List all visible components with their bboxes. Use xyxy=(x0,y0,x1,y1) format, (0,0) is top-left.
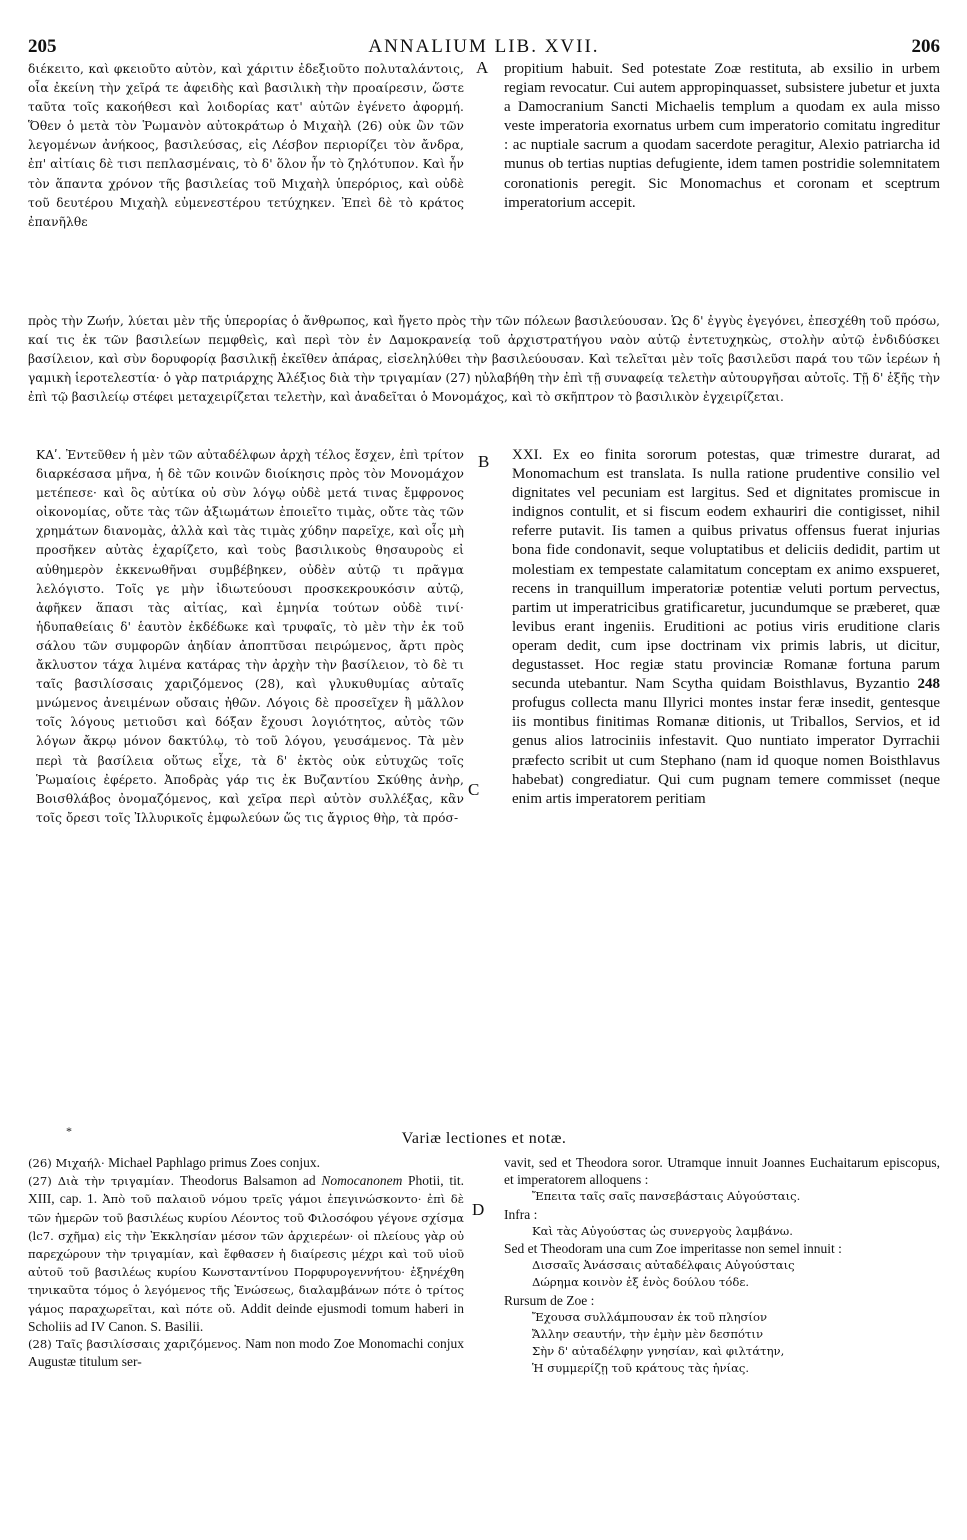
note-26-text: Michael Paphlago primus Zoes conjux. xyxy=(108,1155,320,1170)
greek-text-1: διέκειτο, καὶ φκειοῦτο αὐτὸν, καὶ χάριτιν ἐδεξιοῦτο πολυταλάντοις, οἷα ἐκείνη τὴν χεῖρά τε ἀφειδὴς καὶ βασιλικὴ τὴν προαίρεσιν, ὥστε ταῦτα τοῖς κακοήθεσι καὶ λοιδορίας κατ' αὐτῶν ἐγένετο ἀφορμή. Ὅθεν ὁ μετὰ τὸν Ῥωμανὸν αὐτοκράτωρ ὁ Μιχαὴλ (26) οὐκ ὢν τῶν λεγομένων ἀνήκοος, βασιλεύσας, εἰς Λέσβον περιορίζει τὸν ἄνδρα, ἐπ' αἰτίαις δὲ τισι πεπλασμέναις, τὸ δ' ὅλον ἦν τὸ ζηλότυπον. Καὶ ἦν τὸν ἅπαντα χρόνον τῆς βασιλείας τοῦ Μιχαὴλ ὑπερόριος, καὶ οὐδὲ τοῦ δευτέρου Μιχαὴλ εὐμενεστέρου τετύχηκεν. Ἐπεὶ δὲ τὸ κράτος ἐπανῆλθε xyxy=(28,62,464,229)
note-26 xyxy=(28,1154,464,1172)
note-27-greek: Ἀπὸ τοῦ παλαιοῦ νόμου τρεῖς γάμοι ἐπεγινώσκοντο· ἐπὶ δὲ τῶν ἡμερῶν τοῦ βασιλέως κυρίου Λέοντος τοῦ Φιλοσόφου γέγονε σχίσμα (lc7. σχῆμα) εἰς τὴν Ἐκκλησίαν μέσον τῶν ἀρχιερέων· οἱ πλείους γὰρ οὐ παρεχώρουν τὴν τριγαμίαν, καὶ ἔφθασεν ἡ διαίρεσις μέχρι καὶ τοῦ υἱοῦ αὐτοῦ τοῦ βασιλέως κυρίου Κωνσταντίνου Πορφυρογεννήτου· ἐξηνέχθη τηνικαῦτα τόμος ὁ λεγόμενος τῆς Ἑνώσεως, διαλαμβάνων πότε ὁ τρίτος γάμος παραχωρεῖται, καὶ πότε οὔ. xyxy=(28,1192,464,1316)
latin-body-2a: XXI. Ex eo finita sororum potestas, quæ trimestre durarat, ad Monomachum est translata. Is nulla ratione prudentive consilio vel dignitates vel pecuniam est largitus. Sed et dignitates promiscue in indignos contulit, et si fiscum eodem exhauriri die contigisset, nihil referre putavit. Iis tamen a quibus privatus offensus fuerat injurias bona fide condonavit, seque voluptatibus et deliciis dedidit, partim ut molestiam ex tempestate calamitatum conceptam ex animo exspueret, recens in tranquillum imperatoriæ potentiæ veluti portum pervectus, partim ut imperatricibus gratificaretur, jucundumque se præberet, quæ levibus erant ingeniis. Eruditioni ac potius viris eruditione claris operam dedit, cum ipse doctrinam vix primis labris, ut dicitur, degustasset. Hoc regiæ statu provinciæ Romanæ fortuna parum secunda utebantur. Nam Scytha quidam Boisthlavus, Byzantio xyxy=(512,447,940,693)
greek-column-2 xyxy=(28,446,464,1126)
latin-column-2 xyxy=(504,446,940,1126)
quote-3a: Δισσαῖς Ἀνάσσαις αὐταδέλφαις Αὐγούσταις xyxy=(532,1258,795,1273)
note-28 xyxy=(28,1335,464,1370)
quote-2: Καὶ τὰς Αὐγούστας ὡς συνεργοὺς λαμβάνω. xyxy=(532,1223,793,1238)
quote-1: Ἔπειτα ταῖς σαῖς πανσεβάσταις Αὐγούσταις. xyxy=(532,1189,801,1204)
page-number-left: 205 xyxy=(28,36,57,57)
latin-text-1: propitium habuit. Sed potestate Zoæ restituta, ab exsilio in urbem regiam revocatur. Cui autem appropinquasset, subsistere jubetur et juxta a Damocranium Sancti Michaelis templum a quodam ex aula misso veste imperatoria exornatus urbem cum imperatorio comitatu ingreditur : ac nuptiale sacrum a quodam sacerdote peragitur, Alexio patriarcha id munus ob tertias nuptias defugiente, idem tamen postridie solemnitatem coronationis peregit. Sic Monomachus et coronam et sceptrum imperatorium accepit. xyxy=(504,61,940,211)
gutter-2 xyxy=(464,446,504,1126)
note-28-continued: vavit, sed et Theodora soror. Utramque innuit Joannes Euchaitarum episcopus, et imperatorem alloquens : xyxy=(504,1155,940,1188)
sed-et-text: Sed et Theodoram una cum Zoe imperitasse non semel innuit : xyxy=(504,1241,842,1257)
gutter-1 xyxy=(464,60,504,310)
page-number-right: 206 xyxy=(911,36,940,57)
quote-4a: Ἔχουσα συλλάμπουσαν ἐκ τοῦ πλησίον xyxy=(532,1309,767,1324)
note-27-latin: Addit deinde ejusmodi tomum haberi in Scholiis ad IV Canon. S. Basilii. xyxy=(28,1300,464,1334)
infra-label: Infra : xyxy=(504,1206,538,1222)
quote-4c: Σὴν δ' αὐταδέλφην γνησίαν, καὶ φιλτάτην, xyxy=(532,1344,785,1359)
book-page xyxy=(28,30,940,1520)
notes-heading xyxy=(28,1124,940,1154)
note-28-text: Nam non modo Zoe Monomachi conjux Augustæ titulum ser- xyxy=(28,1336,465,1370)
note-28-ref: (28) Ταῖς βασιλίσσαις χαριζόμενος. xyxy=(28,1337,242,1352)
note-27-text2: Photii, tit. XIII, cap. 1. xyxy=(28,1173,464,1207)
latin-body-2b: profugus collecta manu Illyrici montes instar feræ insedit, gentesque iis montibus finitimas Romanæ ditionis, ut Triballos, Servios, et id genus alios latrociniis infestavit. Quo nuntiato imperator Dyrrachii præfecto scribit ut cum Stephano (nam id quoque nomen Boisthlavus habebat) congrediatur. Qui cum pugnam temere commisset (neque enim artis imperatorem peritiam xyxy=(512,695,940,807)
note-27-work: Nomocanonem xyxy=(321,1173,403,1189)
notes-title: Variæ lectiones et notæ. xyxy=(401,1130,567,1147)
latin-column-1 xyxy=(504,60,940,310)
note-27-ref: (27) Διὰ τὴν τριγαμίαν. xyxy=(28,1174,175,1189)
chapter-heading-greek: ΚΑʹ. xyxy=(36,448,62,462)
quote-4d: Ἡ συμμερίζῃ τοῦ κράτους τὰς ἡνίας. xyxy=(532,1361,750,1376)
section-2 xyxy=(28,446,940,1126)
notes-gutter xyxy=(464,1154,504,1378)
rursum-label: Rursum de Zoe : xyxy=(504,1292,595,1308)
running-title: ANNALIUM LIB. XVII. xyxy=(368,36,600,57)
greek-column-1 xyxy=(28,60,464,310)
margin-marker-c: C xyxy=(468,780,480,799)
page-reference: 248 xyxy=(917,676,940,693)
quote-4b: Ἄλλην σεαυτήν, τὴν ἐμὴν μὲν δεσπότιν xyxy=(532,1327,763,1342)
latin-text-2 xyxy=(504,446,940,809)
greek-body-2: Ἐντεῦθεν ἡ μὲν τῶν αὐταδέλφων ἀρχὴ τέλος ἔσχεν, ἐπὶ τρίτον διαρκέσασα μῆνα, ἡ δὲ τῶν κοινῶν διοίκησις πρὸς τὸν Μονομάχον μετέπεσε· καὶ ὃς αὐτίκα οὐ σὺν λόγῳ οὐδὲ μετά τινας ἔμφρονος οἰκονομίας, οὔτε τὰς τῶν ἀξιωμάτων ἐποιεῖτο τιμὰς, οὔτε τὰς τῶν χρημάτων διανομὰς, ἀλλὰ καὶ τὰς τιμὰς χύδην παρεῖχε, καὶ οἷς μὴ προσῆκεν αὐτὰς ἐχαρίζετο, καὶ τοὺς βασιλικοὺς θησαυροὺς εἰ αὐθημερὸν ἐκκενωθῆναι συμβέβηκεν, οὐδὲν αὐτῷ τι πρᾶγμα λελόγιστο. Τοῖς γε μὴν ἰδιωτεύουσι προσκεκρουκόσιν αὐτῷ, ἀφῆκεν ἅπασι τὰς αἰτίας, καὶ ἐμηνία τούτων οὐδὲ τινί· ἡδυπαθείαις δ' ἑαυτὸν ἐκδέδωκε καὶ τρυφαῖς, τὸ μὲν τὴν ἐκ τοῦ σάλου τῶν συμφορῶν ἀηδίαν ἀποπτῦσαι πειρώμενος, ἄρτι πρὸς ἄκλυστον τάχα λιμένα κατάρας τὴν ἀρχὴν τὴν βασίλειον, τὸ δὲ τι ταῖς βασιλίσσαις χαριζόμενος (28), καὶ γλυκυθυμίας αὐταῖς μνώμενος ἀνειμένων οὔσαις ἠθῶν. Λόγοις δὲ προσεῖχεν ἢ μᾶλλον τοῖς λόγους μετιοῦσι καὶ δόξαν ἔχουσι λογιότητος, αὐτὸς τῶν λόγων ἄκρῳ μόνον δακτύλῳ, τὸ τοῦ λόγου, γευσάμενος. Τὰ μὲν περὶ τὰ βασίλεια οὕτως εἶχε, τὰ δ' ἐκτὸς οὐκ εὐτυχῶς τοῖς Ῥωμαίοις ἐφέρετο. Ἀποδρὰς γάρ τις ἐκ Βυζαντίου Σκύθης ἀνὴρ, Βοισθλάβος ὀνομαζόμενος, καὶ χεῖρα περὶ αὐτὸν συλλέξας, κἂν τοῖς ὄρεσι τοῖς Ἰλλυρικοῖς ἐμφωλεύων ὥς τις ἄγριος θὴρ, τὰ πρόσ- xyxy=(36,448,464,825)
notes-left-column xyxy=(28,1154,464,1378)
notes-asterisk: * xyxy=(66,1124,73,1138)
running-head xyxy=(28,30,940,60)
notes-section xyxy=(28,1154,940,1378)
quote-3b: Δώρημα κοινὸν ἐξ ἑνὸς δούλου τόδε. xyxy=(532,1275,750,1290)
margin-marker-b: B xyxy=(478,452,490,471)
notes-right-column xyxy=(504,1154,940,1378)
greek-text-2 xyxy=(28,446,464,828)
note-27 xyxy=(28,1172,464,1335)
margin-marker-d: D xyxy=(472,1200,485,1219)
note-26-ref: (26) Μιχαήλ· xyxy=(28,1156,105,1170)
fullwidth-greek: πρὸς τὴν Ζωήν, λύεται μὲν τῆς ὑπερορίας ὁ ἄνθρωπος, καὶ ἤγετο πρὸς τὴν τῶν πόλεων βασιλεύουσαν. Ὡς δ' ἐγγὺς ἐγεγόνει, ἐπεσχέθη τοῦ πρόσω, καί τις ἐκ τῶν βασιλείων πεμφθεὶς, καὶ περὶ τὸν ἐν Δαμοκρανείᾳ τοῦ ἀρχιστρατήγου ναὸν αὐτῷ ἐντετυχηκὼς, στολὴν αὐτῷ ἐνδιδύσκει βασίλειον, καὶ σὺν δορυφορίᾳ βασιλικῇ ἐκεῖθεν ἀπάρας, εἰσεληλύθει τὴν βασιλεύουσαν. Καὶ τελεῖται μὲν τοῖς βασιλεῦσι παρά του τῶν ἱερέων ἡ γαμικὴ ἱεροτελεστία· ὁ γὰρ πατριάρχης Ἀλέξιος διὰ τὴν τριγαμίαν (27) ηὐλαβήθη τὴν ἐπὶ τῇ συναφείᾳ τελετὴν αὐτουργῆσαι αὐτοῖς. Τῇ δ' ἑξῆς τὴν ἐπὶ τῷ βασιλείῳ στέφει μεταχειρίζεται τελετὴν, καὶ ἀναδεῖται ὁ Μονομάχος, καὶ τὸ σκῆπτρον τὸ βασιλικὸν ἐγχειρίζεται. xyxy=(28,314,940,405)
section-1 xyxy=(28,60,940,310)
note-27-text1: Theodorus Balsamon ad xyxy=(179,1173,316,1189)
margin-marker-a: A xyxy=(476,58,489,77)
